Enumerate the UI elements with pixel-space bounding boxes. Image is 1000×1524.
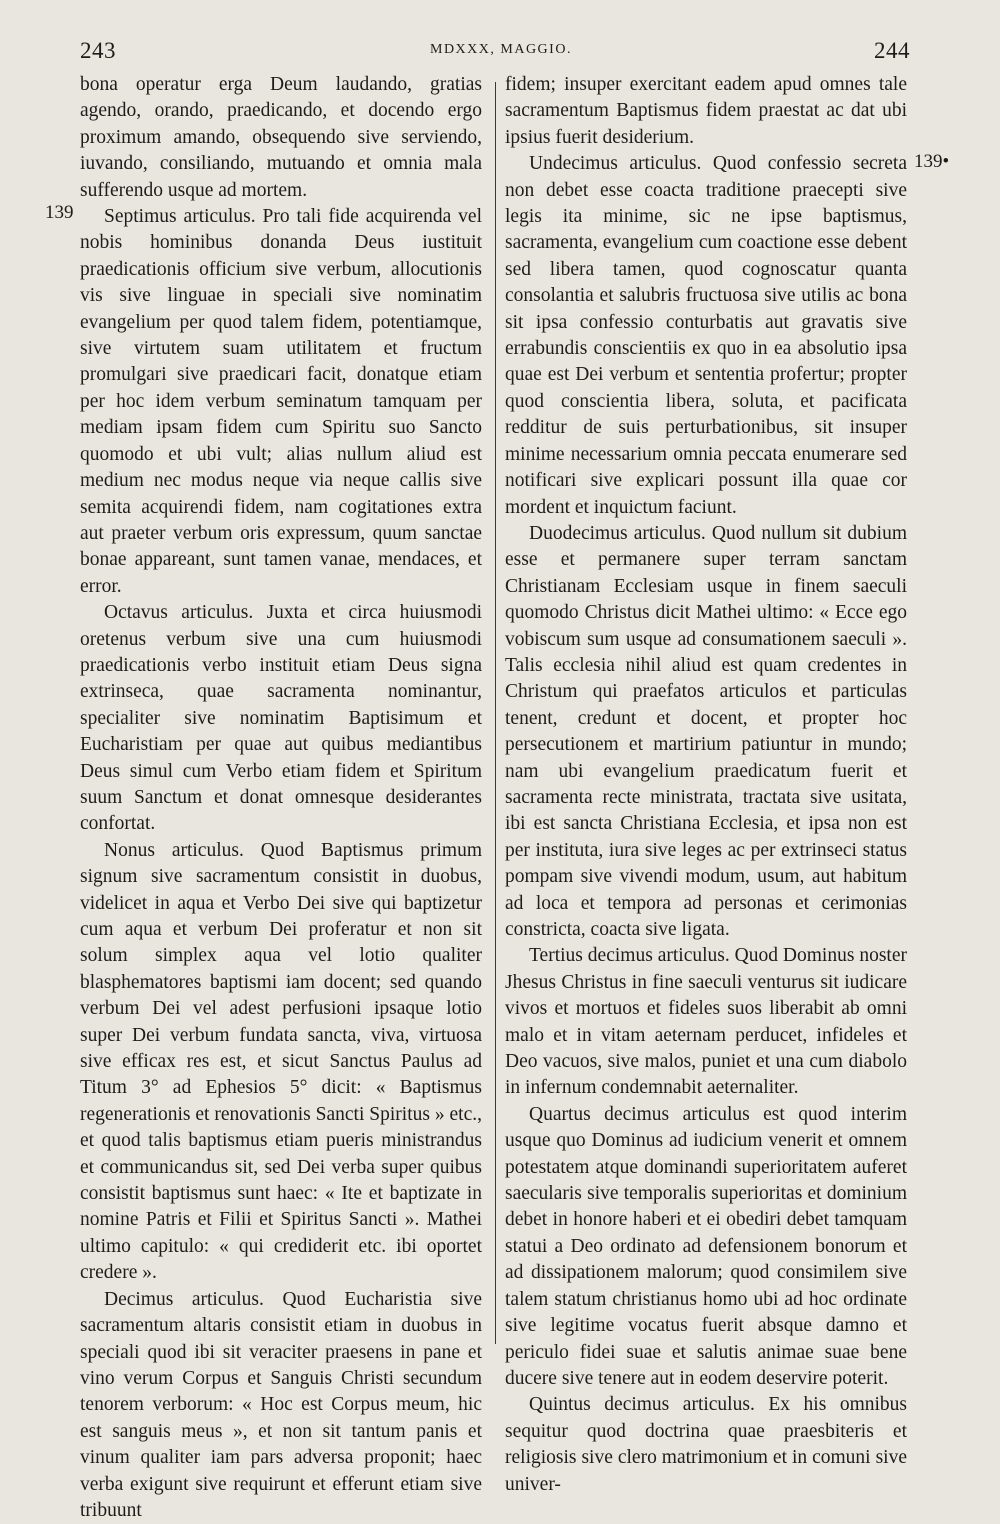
margin-number-right: 139•	[914, 151, 950, 172]
right-column	[505, 72, 907, 1498]
paragraph-continuation: fidem; insuper exercitant eadem apud omnes tale sacramentum Baptismus fidem praestat ac dat ubi ipsius fuerit desiderium.	[505, 74, 907, 148]
column-divider	[495, 82, 496, 1344]
paragraph-quintus-decimus: Quintus decimus articulus. Ex his omnibus sequitur quod doctrina quae praesbiteris et religiosis sive clero matrimonium et in comuni sive univer-	[505, 1394, 907, 1495]
paragraph-continuation: bona operatur erga Deum laudando, gratias agendo, orando, praedicando, et docendo ergo proximum amando, obsequendo sive serviendo, iuvando, consiliando, mutuando et omnia mala sufferendo usque ad mortem.	[80, 74, 482, 201]
paragraph-tertius-decimus: Tertius decimus articulus. Quod Dominus noster Jhesus Christus in fine saeculi venturus sit iudicare vivos et mortuos et fideles suos liberabit ab omni malo et in vitam aeternam perducet, infideles et Deo vacuos, sive malos, puniet et una cum diabolo in infernum condemnabit aeternaliter.	[505, 945, 907, 1099]
left-page-number: 243	[80, 38, 116, 63]
paragraph-quartus-decimus: Quartus decimus articulus est quod interim usque quo Dominus ad iudicium venerit et omnem potestatem atque dominandi superioritatem auferet saecularis sive temporalis superioritas et dominium debet in honore haberi et ei obediri debet tamquam statui a Deo ordinato ad defensionem bonorum et ad dissipationem malorum; quod consimilem sive talem statum christianus homo ubi ad hoc ordinate sive legitime vocatus fuerit absque damno et periculo fidei suae et salutis animae suae bene ducere sive tenere aut in eodem deservire poterit.	[505, 1103, 907, 1389]
paragraph-duodecimus: Duodecimus articulus. Quod nullum sit dubium esse et permanere super terram sanctam Christianam Ecclesiam usque in finem saeculi quomodo Christus dicit Mathei ultimo: « Ecce ego vobiscum sum usque ad consumationem saeculi ». Talis ecclesia nihil aliud est quam credentes in Christum qui praefatos articulos et particulas tenent, credunt et docent, et propter hoc persecutionem et martirium patiuntur in mundo; nam ubi evangelium praedicatum fuerit et sacramenta recte ministrata, tractata sive usitata, ibi est sancta Christiana Ecclesia, et ipsa non est per instituta, iura sive leges ac per extrinseci status pompam sive vivendi modum, usum, aut habitum ad loca et tempora ad personas et cerimonias constricta, coacta sive ligata.	[505, 522, 907, 940]
margin-number-left: 139	[45, 202, 74, 223]
paragraph-undecimus: Undecimus articulus. Quod confessio secreta non debet esse coacta traditione praecepti sive legis ita minime, sic ne ipse baptismus, sacramenta, evangelium cum coactione esse debent sed libera tamen, quod cognoscatur quanta consolantia et salubris fructuosa sive utilis ac bona sit ipsa confessio conturbatis aut gravatis sive errabundis conscientiis ex quo in ea absolutio ipsa quae est Dei verbum et sententia profertur; propter quod conscientia libera, soluta, et pacificata redditur de suis perturbationibus, sit insuper minime necessarium omnia peccata enumerare sed notificari sive explicari possunt illa quae cor mordent et inquictum faciunt.	[505, 153, 907, 518]
paragraph-decimus: Decimus articulus. Quod Eucharistia sive sacramentum altaris consistit etiam in duobus in speciali quod ibi sit veraciter praesens in pane et vino verum Corpus et Sanguis Christi secundum tenorem verborum: « Hoc est Corpus meum, hic est sanguis meus », et non sit tantum panis et vinum qualiter iam pars adversa proponit; haec verba exigunt sive requirunt et efferunt etiam sive tribuunt	[80, 1288, 482, 1521]
paragraph-nonus: Nonus articulus. Quod Baptismus primum signum sive sacramentum consistit in duobus, videlicet in aqua et Verbo Dei sive qui baptizetur cum aqua et verbum Dei proferatur et non sit solum simplex aqua vel lotio qualiter blasphematores baptismi iam docent; sed quando verbum Dei vel adest perfusioni ipsaque lotio super Dei verbum fundata sancta, viva, virtuosa sive efficax res est, et sicut Sanctus Paulus ad Titum 3° ad Ephesios 5° dicit: « Baptismus regenerationis et renovationis Sancti Spiritus » etc., et quod talis baptismus etiam pueris ministrandus et communicandus sit, sed Dei verba super quibus consistit baptismus sunt haec: « Ite et baptizate in nomine Patris et Filii et Spiritus Sancti ». Mathei ultimo capitulo: « qui crediderit etc. ibi oportet credere ».	[80, 839, 482, 1284]
left-column	[80, 72, 482, 1524]
paragraph-septimus: Septimus articulus. Pro tali fide acquirenda vel nobis hominibus donanda Deus iustituit praedicationis officium sive verbum, allocutionis vis sive linguae in speciali sive nominatim evangelium per quod talem fidem, potentiamque, sive virtutem suam utilitatem et fructum promulgari sive praedicari facit, donatque etiam per hoc idem verbum seminatum tamquam per mediam ipsam fidem cum Spiritu suo Sancto quomodo et ubi vult; alias nullum aliud est medium nec modus neque via neque callis sive semita acquirendi fidem, nam cogitationes extra aut praeter verbum oris expressum, quum sanctae bonae appareant, sunt tamen vanae, mendaces, et error.	[80, 206, 482, 597]
right-page-number: 244	[874, 38, 910, 63]
paragraph-octavus: Octavus articulus. Juxta et circa huiusmodi oretenus verbum sive una cum huiusmodi praedicationis verbo instituit etiam Deus signa extrinseca, quae sacramenta nominantur, specialiter sive nominatim Baptisimum et Eucharistiam per quae aut quibus mediantibus Deus simul cum Verbo etiam fidem et Spiritum suum Sanctum et donat omnesque desiderantes confortat.	[80, 602, 482, 835]
running-header: MDXXX, MAGGIO.	[430, 42, 572, 57]
